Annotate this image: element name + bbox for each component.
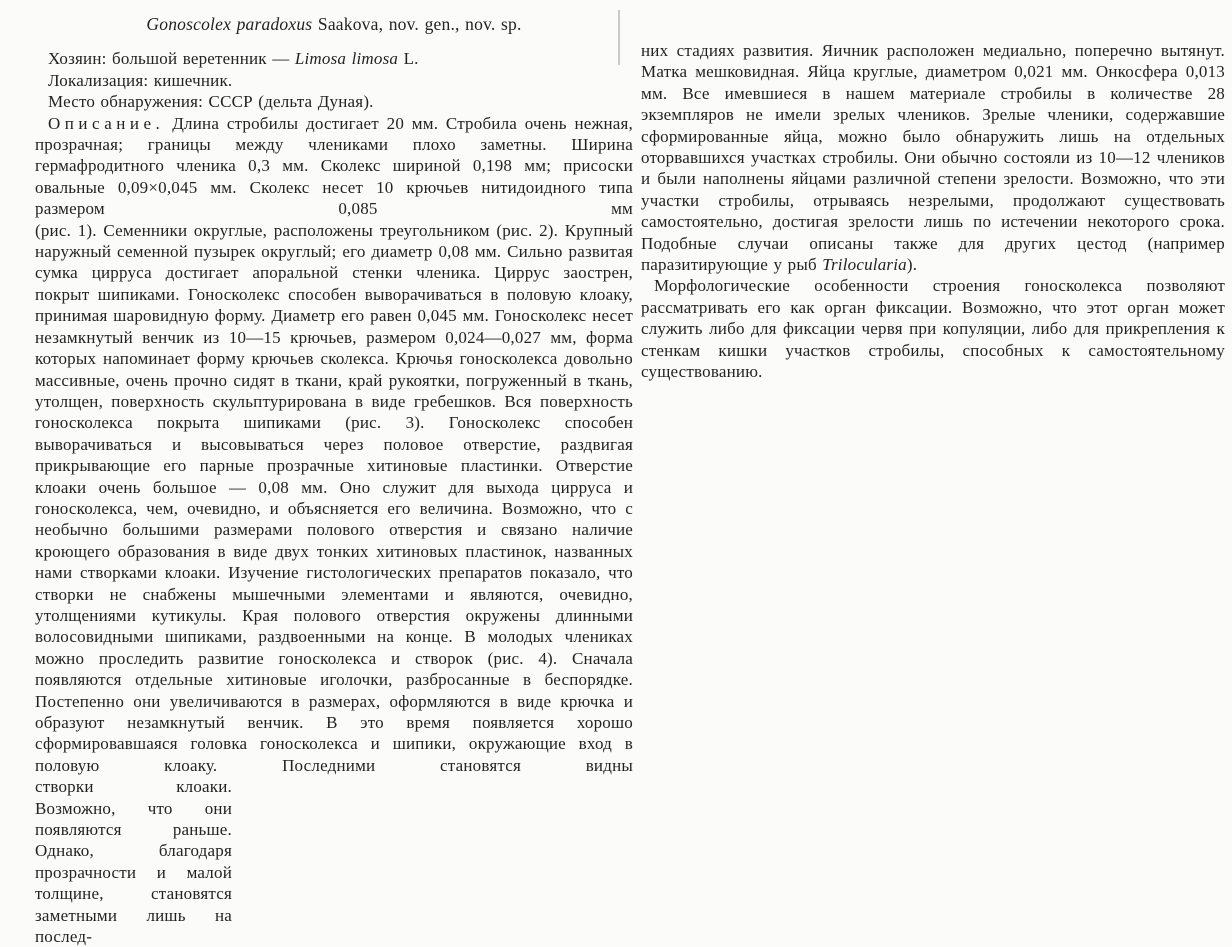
host-line [35,48,633,69]
left-column [35,14,633,947]
continuation-paragraph [641,40,1225,275]
discovery-place-line: Место обнаружения: СССР (дельта Дуная). [48,92,374,112]
title-authority: Saakova, nov. gen., nov. sp. [312,14,522,34]
article-title [35,14,633,35]
right-column [641,40,1225,383]
host-species-name: Limosa limosa [294,49,399,69]
localization-line: Локализация: кишечник. [48,70,233,90]
morphology-paragraph: Морфологические особенности строения гоносколекса позволяют рассматривать его как орган фиксации. Возможно, что этот орган может служить либо для фиксации червя при копуляции, либо для прикрепления к стенкам кишки участков стробилы, способных к самостоятельному существованию. [641,276,1225,382]
description-indented-block: гермафродитного членика 0,3 мм. Сколекс шириной 0,198 мм; присоски овальные 0,09×0,045 мм. Сколекс несет 10 крючьев нитидоидного типа размером 0,085 мм [35,156,633,219]
fish-cestode-genus-name: Trilocularia [822,255,907,275]
description-intro-text: Длина стробилы достигает 20 мм. Стробила очень нежная, прозрачная; границы между члениками плохо заметны. Ширина [35,113,633,155]
description-main-block: (рис. 1). Семенники округлые, расположены треугольником (рис. 2). Крупный наружный семенной пузырек округлый; его диаметр 0,08 мм. Сильно развитая сумка цирруса достигает апоральной стенки членика. Циррус заострен, покрыт шипиками. Гоносколекс способен выворачиваться в половую клоаку, принимая шаровидную форму. Диаметр его равен 0,045 мм. Гоносколекс несет незамкнутый венчик из 10—15 крючьев, размером 0,024—0,027 мм, форма которых напоминает форму крючьев сколекса. Крючья гоносколекса довольно массивные, очень прочно сидят в ткани, край рукоятки, погруженный в ткань, утолщен, поверхность скульптурирована в виде гребешков. Вся поверхность гоносколекса покрыта шипиками (рис. 3). Гоносколекс способен выворачиваться и высовываться через половое отверстие, раздвигая прикрывающие его парные прозрачные хитиновые пластинки. Отверстие клоаки очень большое — 0,08 мм. Оно служит для выхода цирруса и гоносколекса, чем, очевидно, и объясняется его величина. Возможно, что с необычно большими размерами полового отверстия и связано наличие кроющего образования в виде двух тонких хитиновых пластинок, названных нами створками клоаки. Изучение гистологических препаратов показало, что створки не снабжены мышечными элементами и являются, очевидно, утолщениями кутикулы. Края полового отверстия окружены длинными волосовидными шипиками, раздвоенными на конце. В молодых члениках можно проследить развитие гоносколекса и створок (рис. 4). Сначала появляются отдельные хитиновые иголочки, разбросанные в беспорядке. Постепенно они увеличиваются в размерах, оформляются в виде крючка и образуют незамкнутый венчик. В это время появляется хорошо сформировавшаяся головка гоносколекса и шипики, окружающие вход в половую клоаку. Последними становятся видны [35,220,633,775]
host-label: Хозяин: [48,49,107,69]
continuation-text: них стадиях развития. Яичник расположен медиально, поперечно вытянут. Матка мешковидная. Яйца круглые, диаметром 0,021 мм. Онкосфера 0,013 мм. Все имевшиеся в нашем материале стробилы в количестве 28 экземпляров не имели зрелых члеников. Зрелые членики, содержавшие сформированные яйца, можно было обнаружить лишь на отдельных оторвавшихся участках стробилы. Они обычно состояли из 10—12 члеников и были наполнены яйцами различной степени зрелости. Возможно, что эти участки стробилы, отрываясь незрелыми, продолжают существовать самостоятельно, достигая зрелости лишь по истечении некоторого срока. Подобные случаи описаны также для других цестод (например паразитирующие у рыб [641,41,1225,275]
continuation-tail: ). [906,255,918,275]
description-intro-paragraph [35,113,633,156]
description-narrow-block: створки клоаки. Возможно, что они появляются раньше. Однако, благодаря прозрачности и малой толщине, становятся заметными лишь на послед- [35,777,232,947]
description-label: Описание. [48,113,165,133]
new-species-name: Gonoscolex paradoxus [146,14,313,34]
host-species-authority: L. [398,49,419,69]
host-text: большой веретенник — [106,49,295,69]
